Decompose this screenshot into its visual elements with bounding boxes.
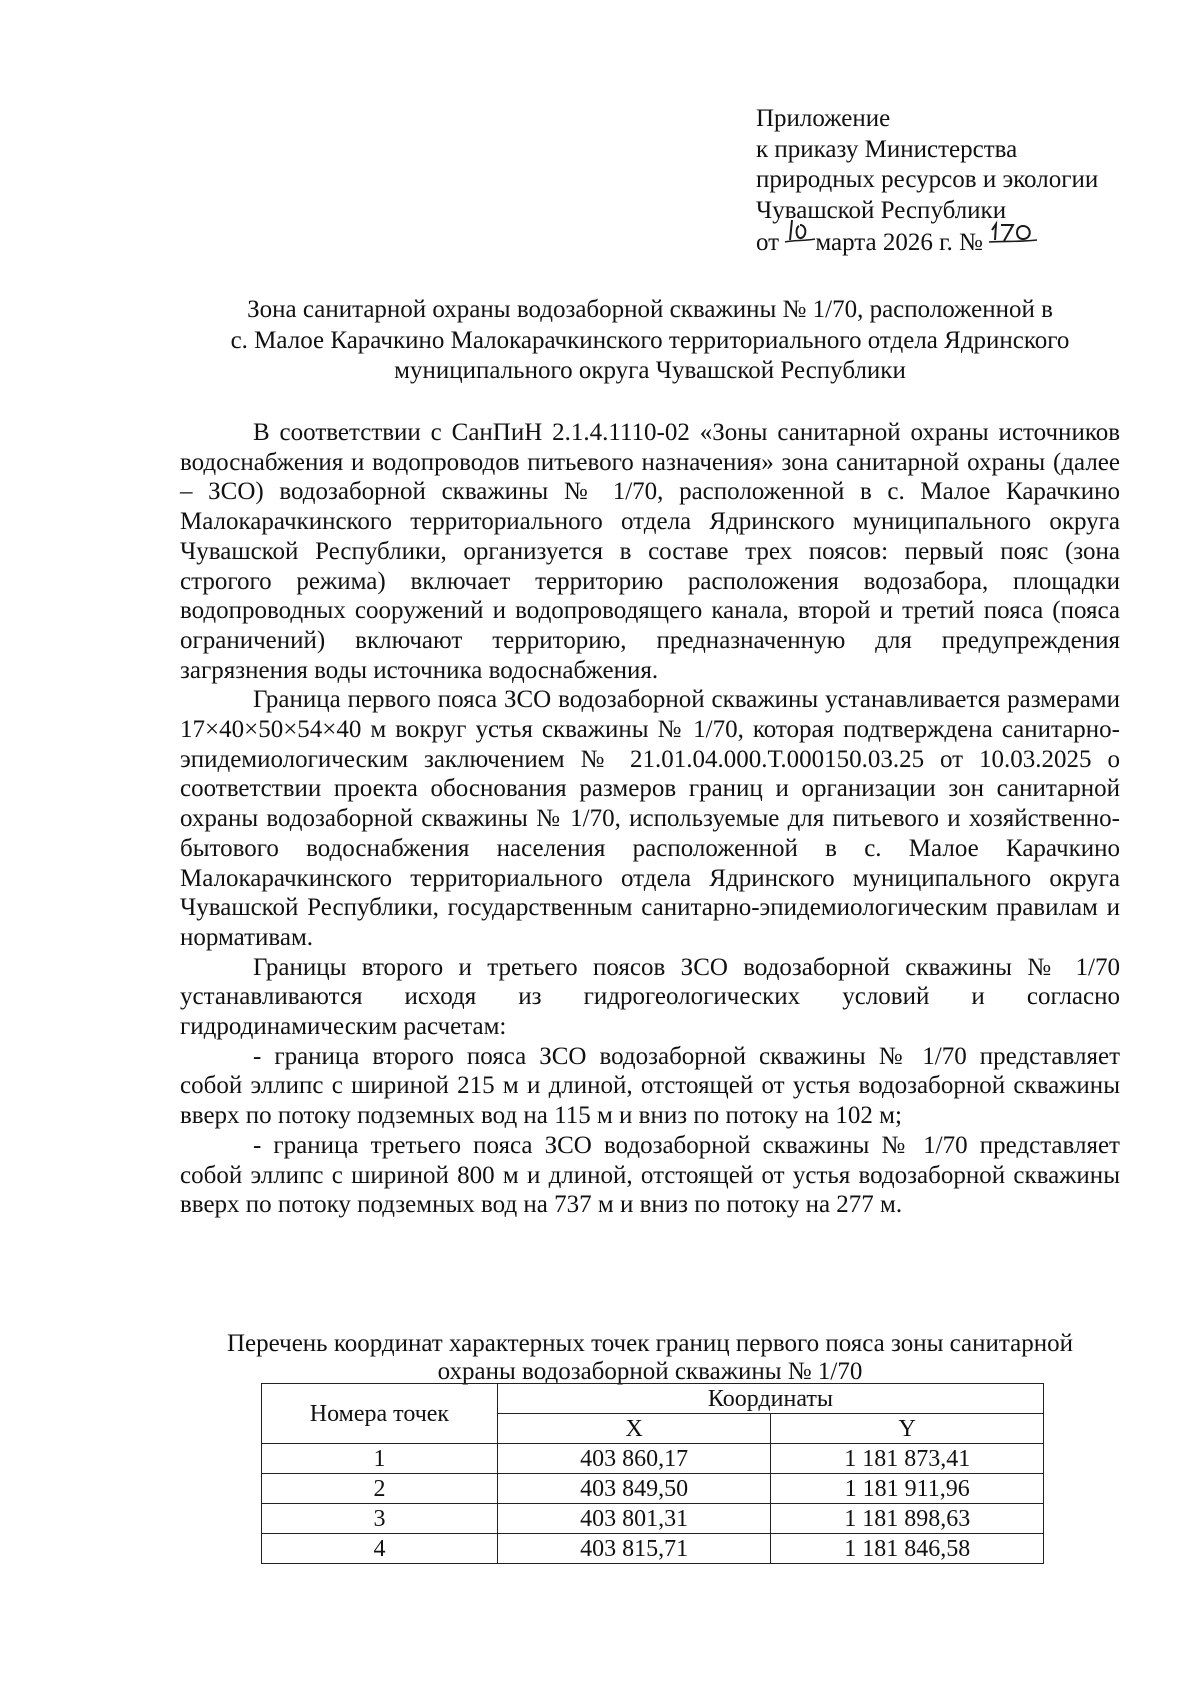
cell-y: 1 181 911,96 [771,1474,1044,1504]
header-points: Номера точек [262,1384,498,1444]
cell-y: 1 181 846,58 [771,1534,1044,1564]
body-paragraph: Граница первого пояса ЗСО водозаборной скважины устанавливается размерами 17×40×50×54×40 м вокруг устья скважины № 1/70, которая подтверждена санитарно-эпидемиологическим заключением № 21.01.04.000.Т.000150.03.25 от 10.03.2025 о соответствии проекта обоснования размеров границ и организации зон санитарной охраны водозаборной скважины № 1/70, используемые для питьевого и хозяйственно-бытового водоснабжения населения расположенной в с. Малое Карачкино Малокарачкинского территориального отдела Ядринского муниципального округа Чувашской Республики, государственным санитарно-эпидемиологическим правилам и нормативам. [180,686,1120,951]
body-paragraph: - граница второго пояса ЗСО водозаборной скважины № 1/70 представляет собой эллипс с шириной 215 м и длиной, отстоящей от устья водозаборной скважины вверх по потоку подземных вод на 115 м и вниз по потоку на 102 м; [180,1042,1120,1130]
cell-point-number: 2 [262,1474,498,1504]
cell-point-number: 1 [262,1444,498,1474]
table-header-row [262,1384,1044,1414]
appendix-block [756,104,1176,259]
cell-x: 403 815,71 [497,1534,771,1564]
date-text: марта 2026 г. № [815,229,983,256]
cell-point-number: 4 [262,1534,498,1564]
handwritten-day-signature [785,226,815,250]
appendix-date-line [756,226,1176,259]
document-title [180,295,1120,387]
cell-x: 403 860,17 [497,1444,771,1474]
table-row [262,1474,1044,1504]
title-line: Зона санитарной охраны водозаборной скважины № 1/70, расположенной в [247,296,1053,323]
handwritten-number-signature [989,226,1035,250]
cell-x: 403 849,50 [497,1474,771,1504]
title-line: с. Малое Карачкино Малокарачкинского территориального отдела Ядринского [230,326,1070,354]
header-y: Y [771,1414,1044,1444]
table-title [180,1330,1120,1386]
table-row [262,1534,1044,1564]
date-prefix: от [756,229,780,256]
header-x: X [497,1414,771,1444]
cell-point-number: 3 [262,1504,498,1534]
coordinates-table [261,1383,1044,1564]
table-title-line: Перечень координат характерных точек границ первого пояса зоны санитарной [227,1330,1073,1357]
appendix-line: Чувашской Республики [756,196,1007,224]
appendix-line: Приложение [756,105,891,132]
cell-y: 1 181 898,63 [771,1504,1044,1534]
document-body [180,418,1120,1220]
body-paragraph: - граница третьего пояса ЗСО водозаборной скважины № 1/70 представляет собой эллипс с шириной 800 м и длиной, отстоящей от устья водозаборной скважины вверх по потоку подземных вод на 737 м и вниз по потоку на 277 м. [180,1131,1120,1219]
cell-x: 403 801,31 [497,1504,771,1534]
table-row [262,1504,1044,1534]
body-paragraph: Границы второго и третьего поясов ЗСО водозаборной скважины № 1/70 устанавливаются исходя из гидрогеологических условий и согласно гидродинамическим расчетам: [180,953,1120,1041]
table-title-line: охраны водозаборной скважины № 1/70 [437,1358,863,1385]
appendix-line: природных ресурсов и экологии [756,166,1099,193]
appendix-line: к приказу Министерства [756,135,1018,163]
header-coordinates: Координаты [497,1384,1043,1414]
table-row [262,1444,1044,1474]
title-line: муниципального округа Чувашской Республики [394,357,906,384]
cell-y: 1 181 873,41 [771,1444,1044,1474]
body-paragraph: В соответствии с СанПиН 2.1.4.1110-02 «Зоны санитарной охраны источников водоснабжения и водопроводов питьевого назначения» зона санитарной охраны (далее – ЗСО) водозаборной скважины № 1/70, расположенной в с. Малое Карачкино Малокарачкинского территориального отдела Ядринского муниципального округа Чувашской Республики, организуется в составе трех поясов: первый пояс (зона строгого режима) включает территорию расположения водозабора, площадки водопроводных сооружений и водопроводящего канала, второй и третий пояса (пояса ограничений) включают территорию, предназначенную для предупреждения загрязнения воды источника водоснабжения. [180,419,1120,684]
